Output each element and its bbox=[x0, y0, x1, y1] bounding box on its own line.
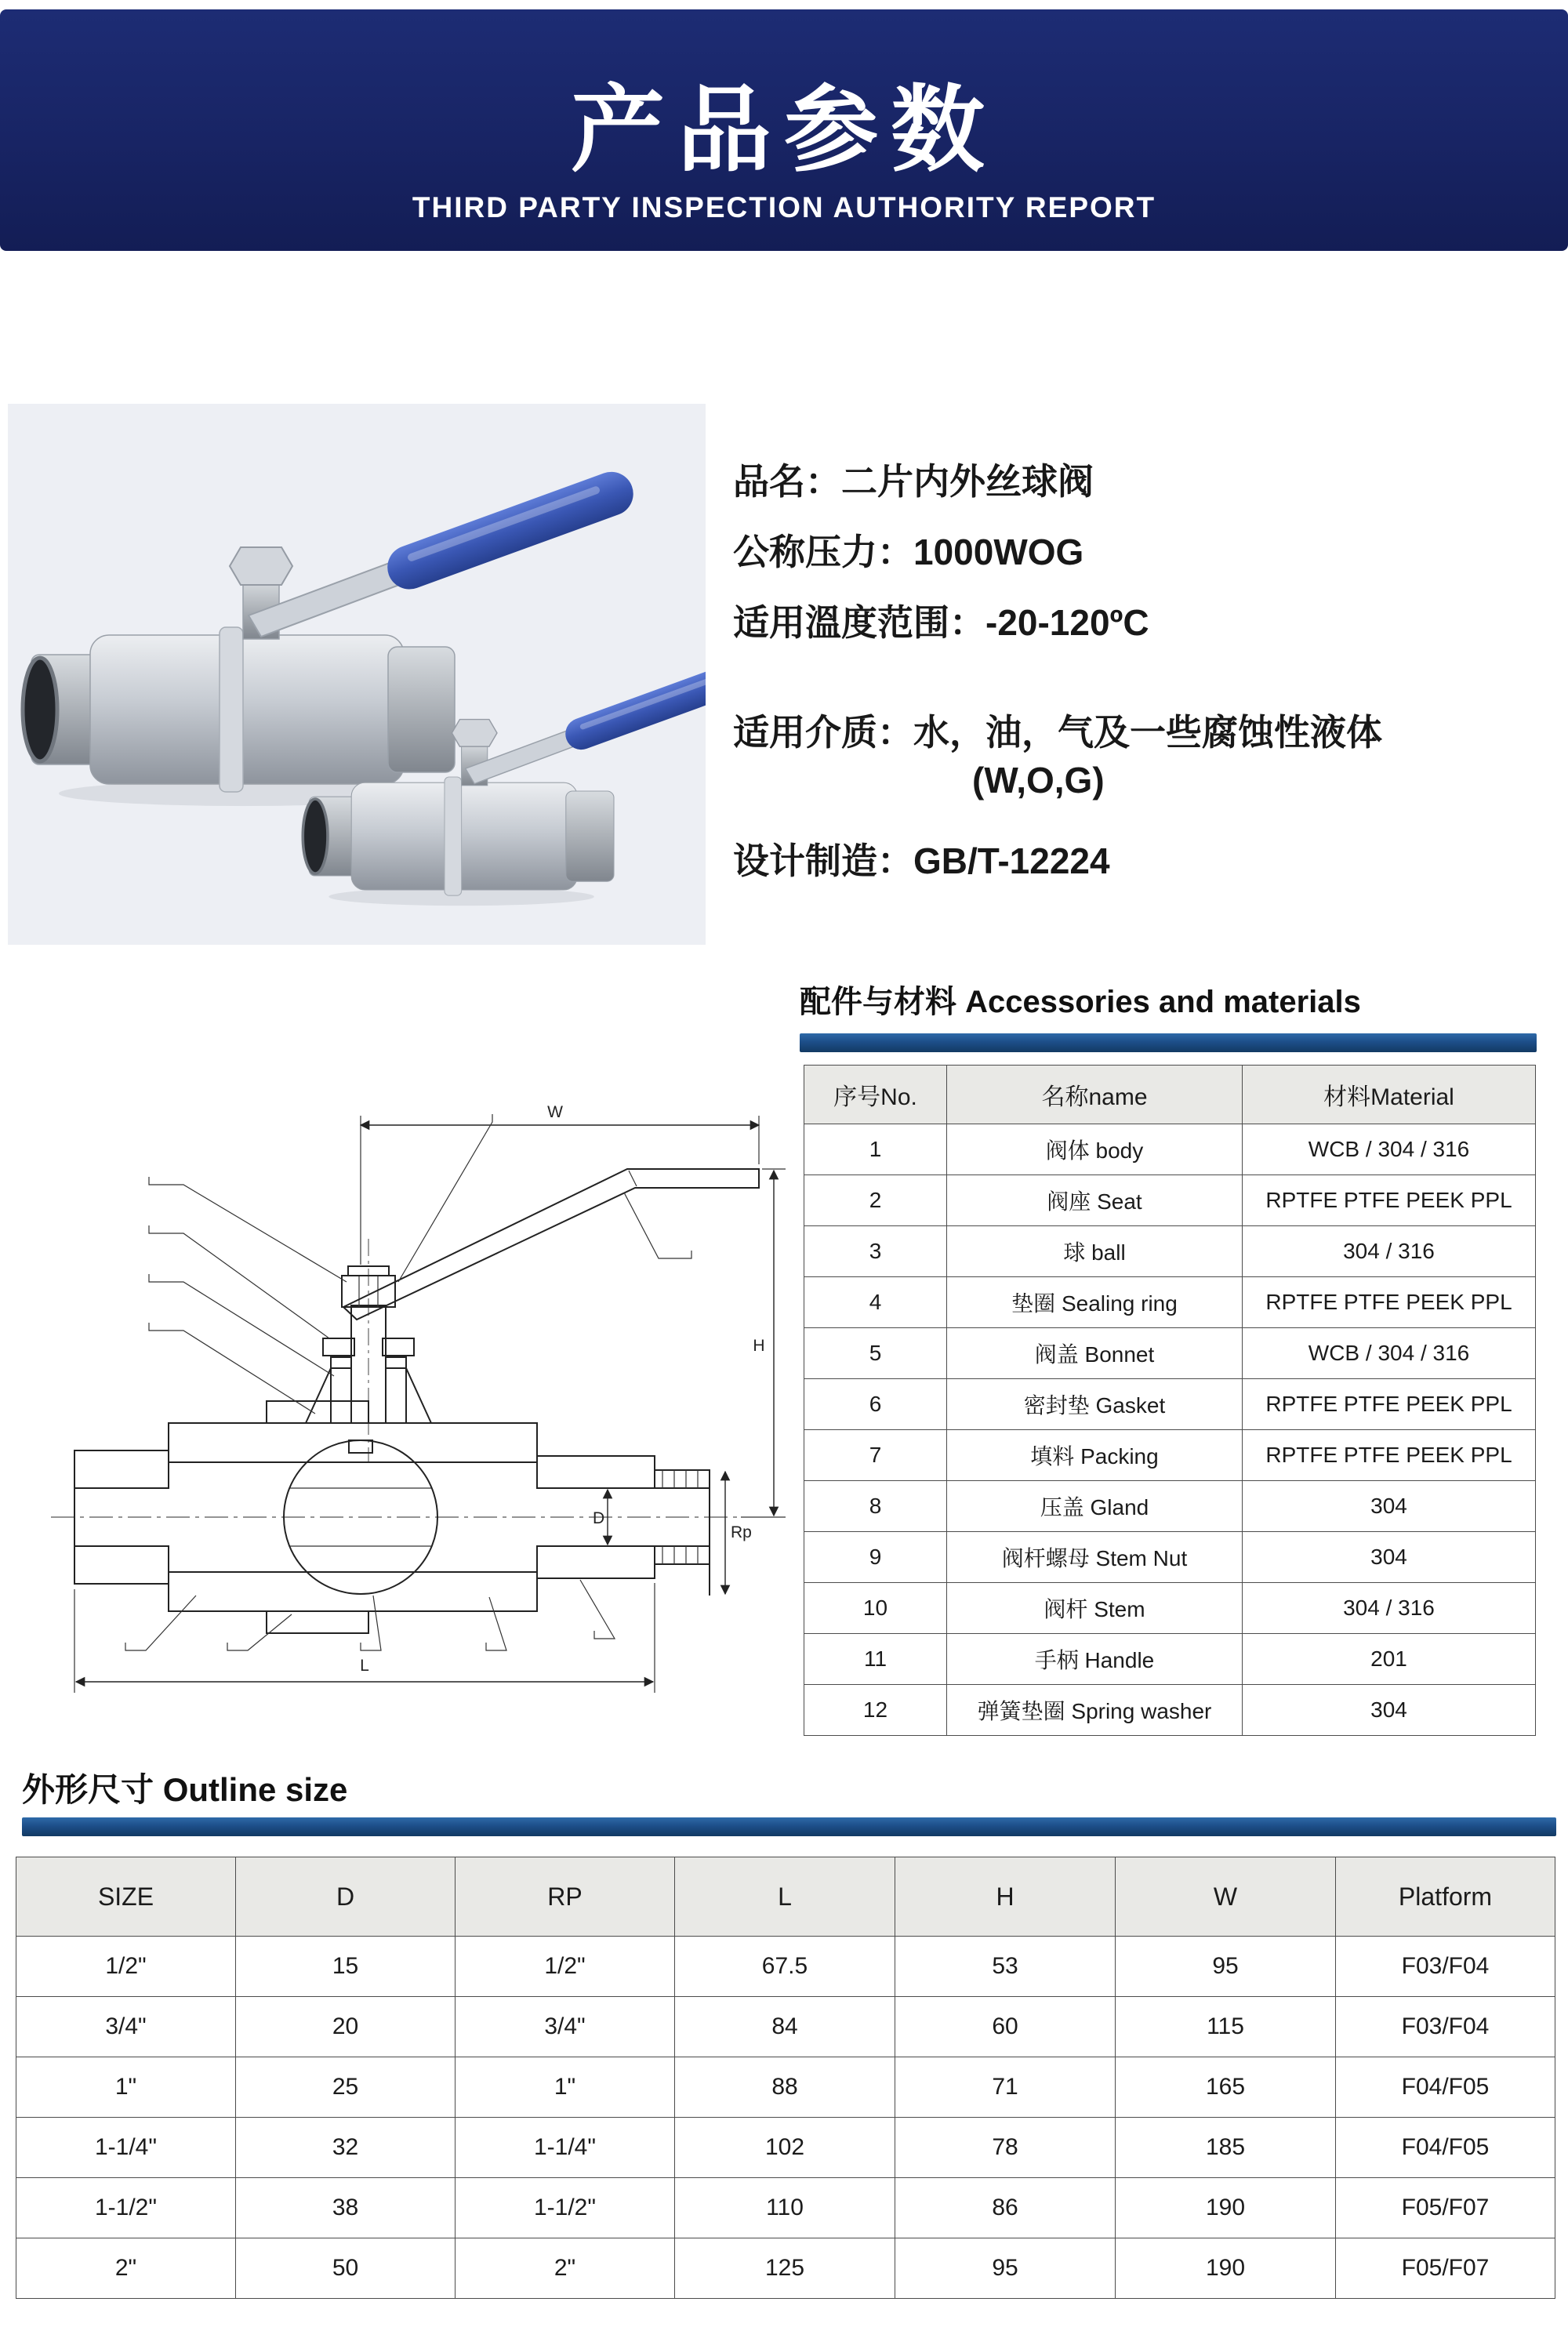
header-banner bbox=[0, 9, 1568, 251]
table-cell: 4 bbox=[804, 1277, 947, 1328]
table-cell: F03/F04 bbox=[1336, 1997, 1555, 2057]
table-cell: 12 bbox=[804, 1685, 947, 1736]
table-cell: 38 bbox=[236, 2178, 456, 2238]
outline-title-zh: 外形尺寸 bbox=[22, 1771, 154, 1808]
table-cell: 67.5 bbox=[675, 1937, 895, 1997]
table-row bbox=[16, 2238, 1555, 2299]
table-cell: 304 / 316 bbox=[1243, 1583, 1536, 1634]
table-cell: 20 bbox=[236, 1997, 456, 2057]
table-cell: F04/F05 bbox=[1336, 2118, 1555, 2178]
column-header: H bbox=[895, 1857, 1116, 1937]
column-header: 名称name bbox=[947, 1066, 1243, 1124]
table-cell: 1-1/2" bbox=[456, 2178, 675, 2238]
info-product-name: 品名：二片内外丝球阀 bbox=[733, 461, 1094, 502]
table-cell: RPTFE PTFE PEEK PPL bbox=[1243, 1175, 1536, 1226]
outline-table-body bbox=[16, 1937, 1555, 2299]
table-row bbox=[804, 1481, 1536, 1532]
table-cell: 6 bbox=[804, 1379, 947, 1430]
column-header: 序号No. bbox=[804, 1066, 947, 1124]
table-cell: 25 bbox=[236, 2057, 456, 2118]
table-cell: 1-1/4" bbox=[16, 2118, 236, 2178]
column-header: Platform bbox=[1336, 1857, 1555, 1937]
table-cell: 304 bbox=[1243, 1685, 1536, 1736]
table-cell: 1 bbox=[804, 1124, 947, 1175]
page-title: 产品参数 bbox=[571, 78, 997, 183]
technical-drawing bbox=[31, 1047, 808, 1737]
table-cell: 3/4" bbox=[16, 1997, 236, 2057]
table-cell: 阀杆螺母 Stem Nut bbox=[947, 1532, 1243, 1583]
accessories-table-head bbox=[804, 1066, 1536, 1124]
table-cell: 垫圈 Sealing ring bbox=[947, 1277, 1243, 1328]
table-cell: 10 bbox=[804, 1583, 947, 1634]
table-cell: 95 bbox=[1116, 1937, 1336, 1997]
table-cell: 1" bbox=[16, 2057, 236, 2118]
table-cell: 165 bbox=[1116, 2057, 1336, 2118]
handle bbox=[343, 1169, 759, 1320]
column-header: W bbox=[1116, 1857, 1336, 1937]
table-cell: 102 bbox=[675, 2118, 895, 2178]
table-cell: F05/F07 bbox=[1336, 2238, 1555, 2299]
table-cell: 阀座 Seat bbox=[947, 1175, 1243, 1226]
page-subtitle: THIRD PARTY INSPECTION AUTHORITY REPORT bbox=[412, 191, 1156, 223]
table-cell: 1/2" bbox=[16, 1937, 236, 1997]
table-cell: 190 bbox=[1116, 2178, 1336, 2238]
table-cell: 弹簧垫圈 Spring washer bbox=[947, 1685, 1243, 1736]
table-cell: 78 bbox=[895, 2118, 1116, 2178]
table-cell: 304 bbox=[1243, 1532, 1536, 1583]
table-cell: 304 bbox=[1243, 1481, 1536, 1532]
table-cell: 115 bbox=[1116, 1997, 1336, 2057]
info-pressure: 公称压力：1000WOG bbox=[733, 532, 1084, 572]
outline-header-row bbox=[16, 1857, 1555, 1937]
outline-table-head bbox=[16, 1857, 1555, 1937]
table-cell: 1" bbox=[456, 2057, 675, 2118]
accessories-table bbox=[804, 1065, 1536, 1736]
column-header: 材料Material bbox=[1243, 1066, 1536, 1124]
table-cell: 密封垫 Gasket bbox=[947, 1379, 1243, 1430]
table-cell: 11 bbox=[804, 1634, 947, 1685]
table-cell: WCB / 304 / 316 bbox=[1243, 1124, 1536, 1175]
table-cell: 32 bbox=[236, 2118, 456, 2178]
outline-section-title bbox=[22, 1764, 347, 1811]
table-row bbox=[16, 1997, 1555, 2057]
table-cell: 3/4" bbox=[456, 1997, 675, 2057]
outline-title-en: Outline size bbox=[162, 1771, 348, 1808]
table-cell: 2" bbox=[456, 2238, 675, 2299]
table-cell: 190 bbox=[1116, 2238, 1336, 2299]
table-row bbox=[804, 1226, 1536, 1277]
table-cell: 185 bbox=[1116, 2118, 1336, 2178]
table-cell: 53 bbox=[895, 1937, 1116, 1997]
table-row bbox=[16, 2178, 1555, 2238]
accessories-header-row bbox=[804, 1066, 1536, 1124]
outline-divider-bar bbox=[22, 1817, 1556, 1836]
outline-size-table bbox=[16, 1857, 1555, 2299]
table-cell: 60 bbox=[895, 1997, 1116, 2057]
table-cell: 3 bbox=[804, 1226, 947, 1277]
table-cell: 9 bbox=[804, 1532, 947, 1583]
table-row bbox=[804, 1379, 1536, 1430]
accessories-title-zh: 配件与材料 bbox=[800, 985, 956, 1019]
table-row bbox=[804, 1685, 1536, 1736]
ball-valve-photo-svg bbox=[8, 404, 706, 945]
table-row bbox=[804, 1634, 1536, 1685]
table-cell: 填料 Packing bbox=[947, 1430, 1243, 1481]
table-cell: 50 bbox=[236, 2238, 456, 2299]
table-cell: F05/F07 bbox=[1336, 2178, 1555, 2238]
table-row bbox=[16, 2118, 1555, 2178]
accessories-divider-bar bbox=[800, 1033, 1537, 1052]
table-cell: RPTFE PTFE PEEK PPL bbox=[1243, 1430, 1536, 1481]
table-row bbox=[804, 1532, 1536, 1583]
dim-label-l: L bbox=[360, 1657, 369, 1675]
table-row bbox=[804, 1583, 1536, 1634]
table-cell: 阀杆 Stem bbox=[947, 1583, 1243, 1634]
table-cell: 8 bbox=[804, 1481, 947, 1532]
accessories-table-body bbox=[804, 1124, 1536, 1736]
table-cell: RPTFE PTFE PEEK PPL bbox=[1243, 1277, 1536, 1328]
info-medium: 适用介质：水，油，气及一些腐蚀性液体 bbox=[733, 712, 1382, 753]
table-cell: 86 bbox=[895, 2178, 1116, 2238]
table-cell: 压盖 Gland bbox=[947, 1481, 1243, 1532]
info-temperature: 适用溫度范围：-20-120ºC bbox=[733, 602, 1149, 643]
dim-label-d: D bbox=[593, 1509, 605, 1527]
dim-label-rp: Rp bbox=[731, 1523, 752, 1541]
table-cell: 1-1/2" bbox=[16, 2178, 236, 2238]
table-cell: 2" bbox=[16, 2238, 236, 2299]
table-cell: F03/F04 bbox=[1336, 1937, 1555, 1997]
table-cell: 15 bbox=[236, 1937, 456, 1997]
table-cell: 2 bbox=[804, 1175, 947, 1226]
info-standard: 设计制造：GB/T-12224 bbox=[733, 840, 1110, 881]
info-medium-wog: (W,O,G) bbox=[972, 760, 1105, 801]
table-cell: 7 bbox=[804, 1430, 947, 1481]
table-cell: 84 bbox=[675, 1997, 895, 2057]
valve-section-drawing-svg bbox=[31, 1047, 808, 1737]
table-row bbox=[804, 1277, 1536, 1328]
table-cell: 阀体 body bbox=[947, 1124, 1243, 1175]
table-row bbox=[804, 1328, 1536, 1379]
accessories-title-en: Accessories and materials bbox=[965, 985, 1361, 1019]
table-cell: 5 bbox=[804, 1328, 947, 1379]
table-cell: 110 bbox=[675, 2178, 895, 2238]
table-cell: 1-1/4" bbox=[456, 2118, 675, 2178]
table-cell: 95 bbox=[895, 2238, 1116, 2299]
table-cell: WCB / 304 / 316 bbox=[1243, 1328, 1536, 1379]
table-row bbox=[16, 1937, 1555, 1997]
table-row bbox=[804, 1430, 1536, 1481]
table-cell: 125 bbox=[675, 2238, 895, 2299]
dim-label-h: H bbox=[753, 1337, 765, 1355]
column-header: D bbox=[236, 1857, 456, 1937]
table-cell: 304 / 316 bbox=[1243, 1226, 1536, 1277]
column-header: RP bbox=[456, 1857, 675, 1937]
table-cell: 201 bbox=[1243, 1634, 1536, 1685]
table-cell: 阀盖 Bonnet bbox=[947, 1328, 1243, 1379]
table-row bbox=[804, 1124, 1536, 1175]
table-row bbox=[804, 1175, 1536, 1226]
product-photo bbox=[8, 404, 706, 945]
table-cell: 1/2" bbox=[456, 1937, 675, 1997]
column-header: L bbox=[675, 1857, 895, 1937]
dim-label-w: W bbox=[547, 1103, 563, 1121]
column-header: SIZE bbox=[16, 1857, 236, 1937]
table-row bbox=[16, 2057, 1555, 2118]
table-cell: F04/F05 bbox=[1336, 2057, 1555, 2118]
accessories-section-title bbox=[800, 977, 1361, 1022]
table-cell: 球 ball bbox=[947, 1226, 1243, 1277]
table-cell: 手柄 Handle bbox=[947, 1634, 1243, 1685]
table-cell: 88 bbox=[675, 2057, 895, 2118]
table-cell: 71 bbox=[895, 2057, 1116, 2118]
table-cell: RPTFE PTFE PEEK PPL bbox=[1243, 1379, 1536, 1430]
